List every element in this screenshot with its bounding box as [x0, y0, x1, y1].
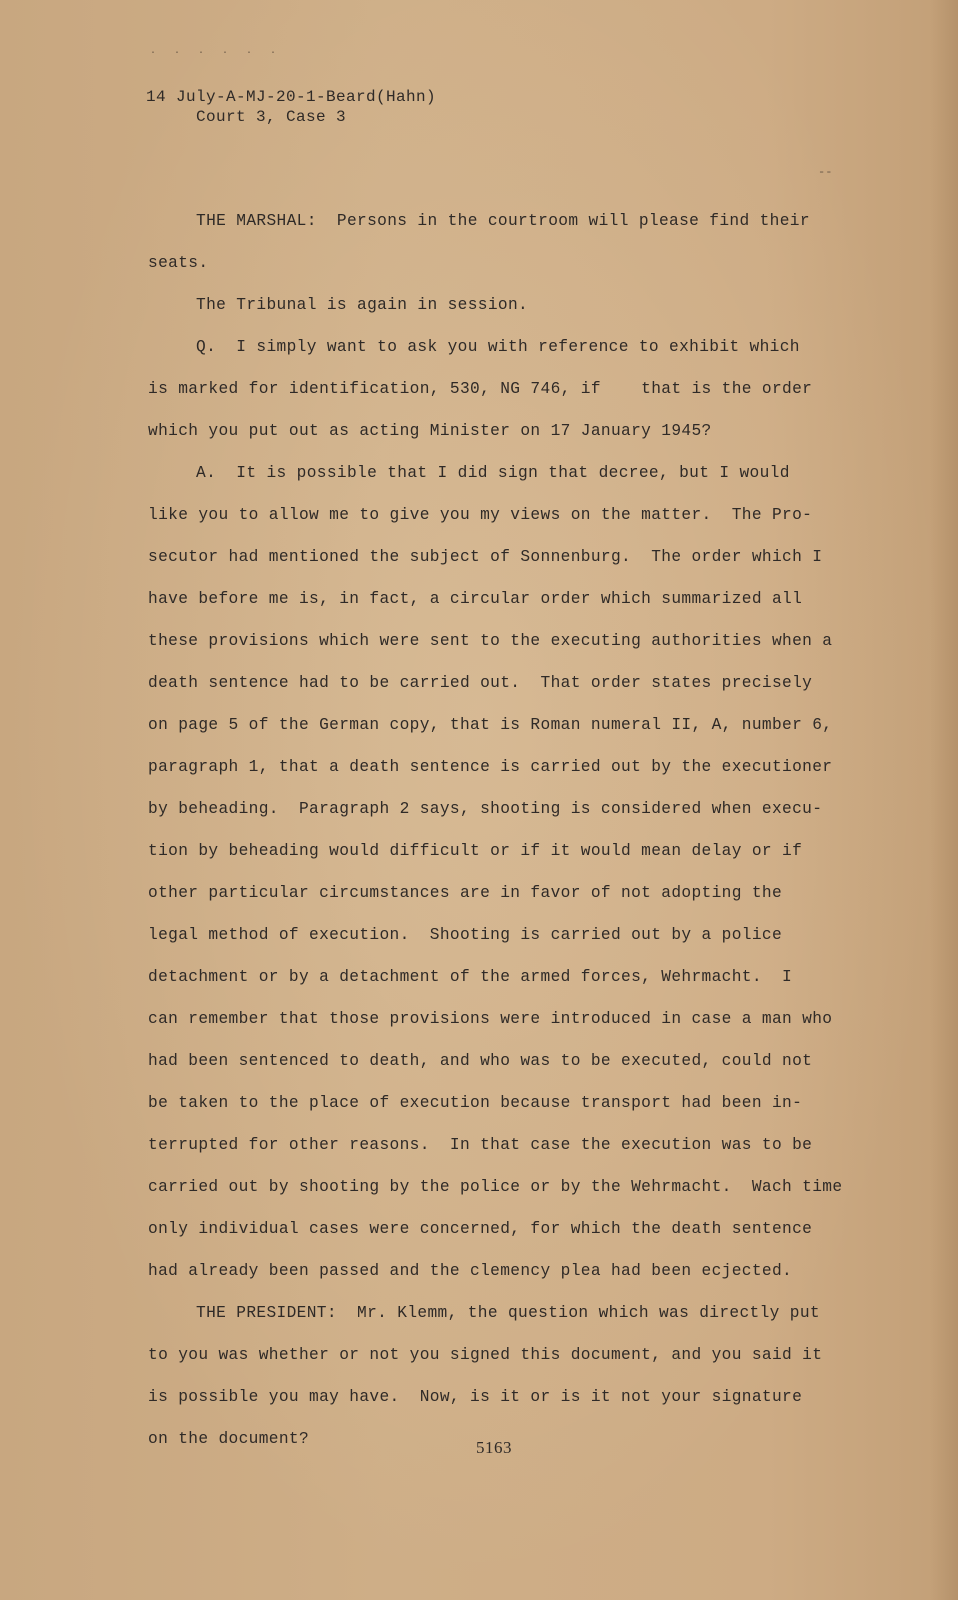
transcript-line: legal method of execution. Shooting is carried out by a police: [148, 926, 783, 944]
transcript-line: terrupted for other reasons. In that case the execution was to be: [148, 1136, 813, 1154]
transcript-line: had been sentenced to death, and who was to be executed, could not: [148, 1052, 813, 1070]
transcript-line: other particular circumstances are in favor of not adopting the: [148, 884, 783, 902]
transcript-line: like you to allow me to give you my views on the matter. The Pro-: [148, 506, 813, 524]
transcript-line: Q. I simply want to ask you with reference to exhibit which: [196, 338, 800, 356]
transcript-line: THE PRESIDENT: Mr. Klemm, the question which was directly put: [196, 1304, 820, 1322]
transcript-line: have before me is, in fact, a circular order which summarized all: [148, 590, 803, 608]
paper-specks: . . . . . .: [150, 46, 283, 57]
transcript-line: death sentence had to be carried out. That order states precisely: [148, 674, 813, 692]
transcript-line: tion by beheading would difficult or if it would mean delay or if: [148, 842, 803, 860]
transcript-line: secutor had mentioned the subject of Sonnenburg. The order which I: [148, 548, 823, 566]
paper-edge-shadow: [930, 0, 958, 1600]
transcript-line: can remember that those provisions were introduced in case a man who: [148, 1010, 833, 1028]
transcript-line: is marked for identification, 530, NG 746, if that is the order: [148, 380, 813, 398]
transcript-line: on the document?: [148, 1430, 310, 1448]
transcript-line: be taken to the place of execution because transport had been in-: [148, 1094, 803, 1112]
transcript-line: by beheading. Paragraph 2 says, shooting is considered when execu-: [148, 800, 823, 818]
transcript-line: A. It is possible that I did sign that decree, but I would: [196, 464, 790, 482]
transcript-line: on page 5 of the German copy, that is Roman numeral II, A, number 6,: [148, 716, 833, 734]
transcript-line: had already been passed and the clemency plea had been ecjected.: [148, 1262, 793, 1280]
transcript-line: seats.: [148, 254, 209, 272]
transcript-line: carried out by shooting by the police or by the Wehrmacht. Wach time: [148, 1178, 843, 1196]
transcript-line: is possible you may have. Now, is it or is it not your signature: [148, 1388, 803, 1406]
page-number: 5163: [476, 1438, 512, 1457]
transcript-line: detachment or by a detachment of the armed forces, Wehrmacht. I: [148, 968, 793, 986]
transcript-body: [148, 206, 868, 1466]
transcript-line: which you put out as acting Minister on 17 January 1945?: [148, 422, 712, 440]
transcript-line: THE MARSHAL: Persons in the courtroom will please find their: [196, 212, 810, 230]
stray-mark: --: [818, 165, 833, 179]
transcript-line: to you was whether or not you signed this document, and you said it: [148, 1346, 823, 1364]
header-court-line: Court 3, Case 3: [196, 108, 347, 126]
transcript-line: only individual cases were concerned, for which the death sentence: [148, 1220, 813, 1238]
transcript-line: these provisions which were sent to the executing authorities when a: [148, 632, 833, 650]
transcript-line: The Tribunal is again in session.: [196, 296, 529, 314]
header-reference-line: 14 July-A-MJ-20-1-Beard(Hahn): [146, 88, 437, 106]
transcript-line: paragraph 1, that a death sentence is carried out by the executioner: [148, 758, 833, 776]
